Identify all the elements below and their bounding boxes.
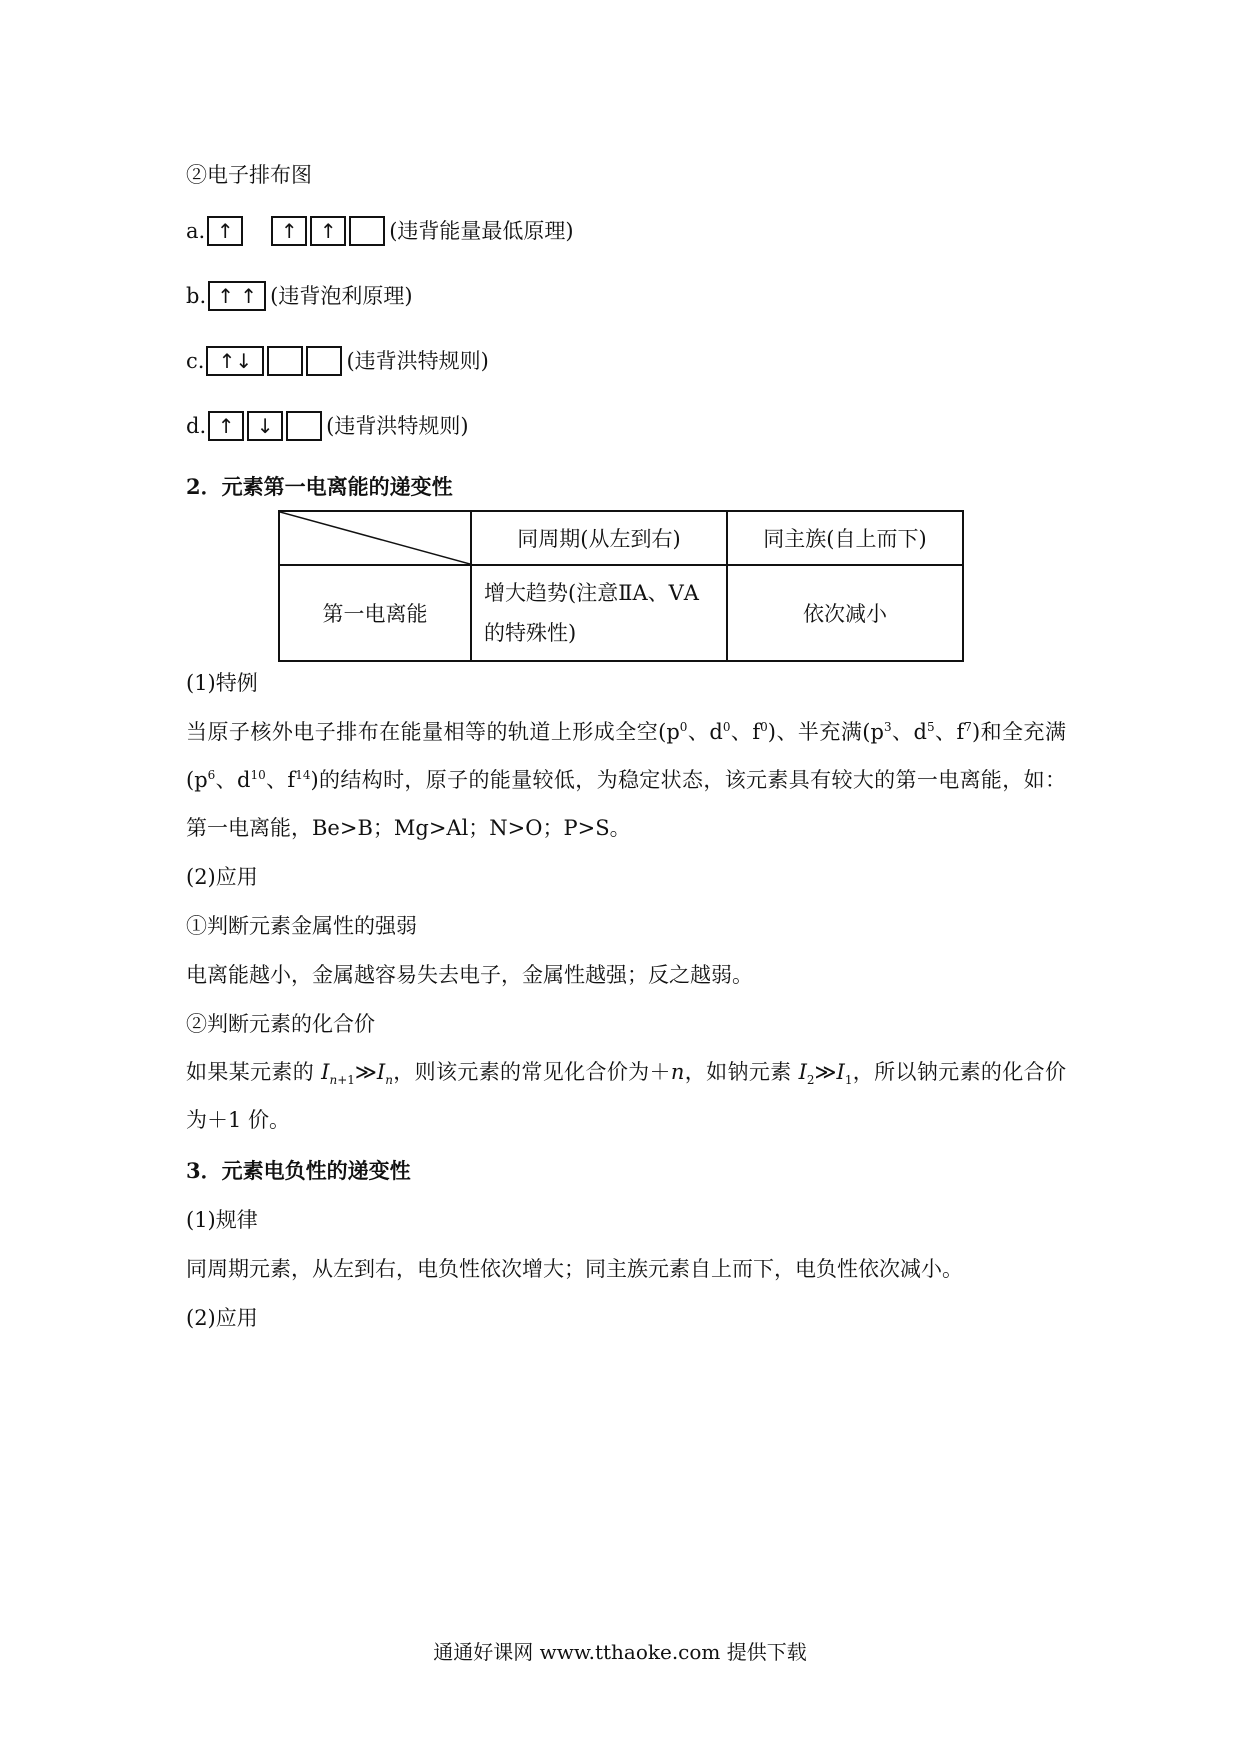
- application-1-text: 电离能越小，金属越容易失去电子，金属性越强；反之越弱。: [186, 963, 753, 987]
- orbital-box: ↑ ↑: [208, 281, 266, 311]
- cell-period-trend: 增大趋势(注意ⅡA、ⅤA的特殊性): [471, 565, 727, 661]
- orbital-box: [267, 346, 303, 376]
- example-label: d.: [186, 414, 207, 438]
- subheading-application-2: (2)应用: [186, 1306, 258, 1330]
- orbital-box: [349, 216, 385, 246]
- orbital-box: ↑: [271, 216, 307, 246]
- diagonal-line: [280, 512, 470, 564]
- orbital-box: ↑: [208, 411, 244, 441]
- orbital-example-d: [186, 411, 469, 441]
- ionization-energy-table: [278, 510, 964, 662]
- orbital-box: ↑↓: [206, 346, 264, 376]
- orbital-box: ↓: [247, 411, 283, 441]
- subheading-special-cases: (1)特例: [186, 671, 258, 695]
- cell-group-trend: 依次减小: [727, 565, 963, 661]
- orbital-example-b: [186, 281, 413, 311]
- section-heading-2: 2．元素第一电离能的递变性: [186, 474, 453, 499]
- rule-violation-note: (违背洪特规则): [346, 349, 489, 373]
- orbital-box: ↑: [207, 216, 243, 246]
- application-2-title: ②判断元素的化合价: [186, 1012, 375, 1036]
- rule-violation-note: (违背洪特规则): [326, 414, 469, 438]
- row-label: 第一电离能: [279, 565, 471, 661]
- electronegativity-rule-text: 同周期元素，从左到右，电负性依次增大；同主族元素自上而下，电负性依次减小。: [186, 1257, 963, 1281]
- header-same-group: 同主族(自上而下): [727, 511, 963, 565]
- orbital-example-c: [186, 346, 489, 376]
- diagonal-header-cell: [279, 511, 471, 565]
- orbital-diagram-heading: ②电子排布图: [186, 163, 312, 187]
- subheading-application: (2)应用: [186, 865, 258, 889]
- example-label: b.: [186, 284, 207, 308]
- special-cases-paragraph: [186, 708, 1066, 852]
- footer-watermark: 通通好课网 www.tthaoke.com 提供下载: [433, 1640, 807, 1664]
- example-label: a.: [186, 219, 206, 243]
- header-same-period: 同周期(从左到右): [471, 511, 727, 565]
- example-label: c.: [186, 349, 205, 373]
- orbital-example-a: [186, 216, 574, 246]
- app2-part: 如果某元素的 $I_{n+1}≫I_n$，则该元素的常见化合价为＋n，如钠元素 $I_2≫I_1$，所以钠元素的化合价为＋1 价。: [186, 1060, 1067, 1132]
- orbital-box: [286, 411, 322, 441]
- para1-part: 当原子核外电子排布在能量相等的轨道上形成全空($p^0$、$d^0$、$f^0$)、半充满($p^3$、$d^5$、$f^7$)和全充满($p^6$、$d^{10}$、$f^{14}$)的结构时，原子的能量较低，为稳定状态，该元素具有较大的第一电离能，如：第一电离能，Be>B；Mg>Al；N>O；P>S。: [186, 720, 1066, 840]
- section-heading-3: 3．元素电负性的递变性: [186, 1158, 411, 1183]
- orbital-box: ↑: [310, 216, 346, 246]
- application-2-text: [186, 1048, 1066, 1144]
- subheading-rule: (1)规律: [186, 1208, 258, 1232]
- application-1-title: ①判断元素金属性的强弱: [186, 914, 417, 938]
- rule-violation-note: (违背泡利原理): [270, 284, 413, 308]
- rule-violation-note: (违背能量最低原理): [389, 219, 574, 243]
- orbital-box: [306, 346, 342, 376]
